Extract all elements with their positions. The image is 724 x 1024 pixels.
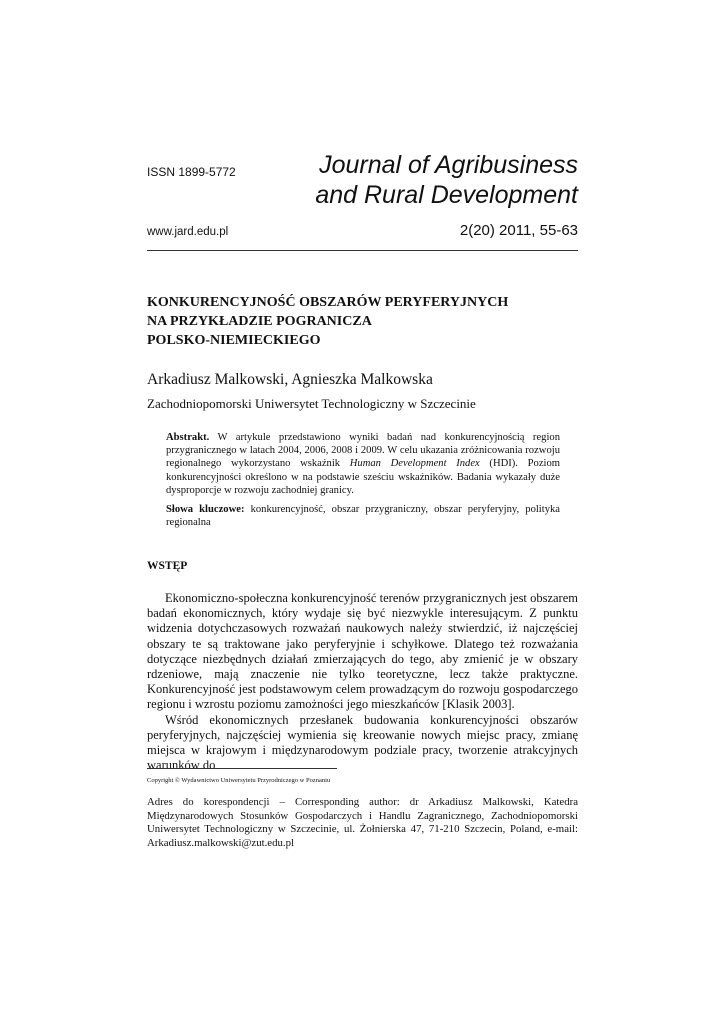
affiliation: Zachodniopomorski Uniwersytet Technologiczny w Szczecinie: [147, 396, 476, 411]
keywords: [166, 503, 560, 529]
abstract-text-1: W artykule przedstawiono wyniki badań nad konkurencyjnością region przygranicznego w latach 2004, 2006, 2008 i 2009. W celu ukazania zróżnicowania rozwoju regionalnego wykorzystano wskaźnik: [166, 432, 560, 470]
issue-pages: 2(20) 2011, 55-63: [459, 222, 578, 239]
footnote-divider: [147, 768, 337, 769]
keywords-label: Słowa kluczowe:: [166, 504, 245, 515]
abstract-italic-term: Human Development Index: [349, 458, 480, 470]
abstract-label: Abstrakt.: [166, 432, 210, 443]
article-title-line-1: KONKURENCYJNOŚĆ OBSZARÓW PERYFERYJNYCH: [147, 295, 509, 310]
copyright-note: Copyright © Wydawnictwo Uniwersytetu Przyrodniczego w Poznaniu: [147, 777, 331, 784]
body-text: [147, 591, 578, 773]
abstract-text-2: (HDI). Poziom konkurencyjności określono w na podstawie sześciu wskaźników. Badania wykazały duże dysproporcje w rozwoju zachodniej granicy.: [166, 458, 561, 496]
journal-title: [315, 150, 578, 210]
section-heading-intro: WSTĘP: [147, 560, 188, 572]
header-divider: [147, 250, 578, 251]
body-paragraph-1: Ekonomiczno-społeczna konkurencyjność terenów przygranicznych jest obszarem badań ekonomicznych, który wydaje się być niezwykle interesującym. Z punktu widzenia dotychczasowych rozważań naukowych należy stwierdzić, iż najczęściej obszary te są traktowane jako peryferyjnie i schyłkowe. Dlatego też rozważania dotyczące niezbędnych działań zmierzających do tego, aby zmienić je w obszary rdzeniowe, mają znaczenie nie tylko teoretyczne, lecz także praktyczne. Konkurencyjność jest podstawowym celem prowadzącym do rozwoju gospodarczego regionu i wzrostu poziomu zamożności jego mieszkańców [Klasik 2003].: [147, 591, 578, 712]
journal-title-line-2: and Rural Development: [315, 181, 578, 209]
keywords-text: konkurencyjność, obszar przygraniczny, obszar peryferyjny, polityka regionalna: [166, 504, 560, 529]
journal-title-line-1: Journal of Agribusiness: [319, 151, 578, 179]
abstract: [166, 431, 560, 497]
authors: Arkadiusz Malkowski, Agnieszka Malkowska: [147, 371, 433, 388]
issn: ISSN 1899-5772: [147, 165, 236, 179]
article-title: [147, 293, 587, 350]
body-paragraph-2: Wśród ekonomicznych przesłanek budowania konkurencyjności obszarów peryferyjnych, najczęściej wymienia się kreowanie nowych miejsc pracy, zmianę miejsca w krajowym i międzynarodowym podziale pracy, tworzenie atrakcyjnych warunków do: [147, 712, 578, 773]
article-title-line-3: POLSKO-NIEMIECKIEGO: [147, 333, 321, 348]
correspondence-address: Adres do korespondencji – Corresponding author: dr Arkadiusz Malkowski, Katedra Międzynarodowych Stosunków Gospodarczych i Handlu Zagranicznego, Zachodniopomorski Uniwersytet Technologiczny w Szczecinie, ul. Żołnierska 47, 71-210 Szczecin, Poland, e-mail: Arkadiusz.malkowski@zut.edu.pl: [147, 796, 578, 849]
journal-website[interactable]: www.jard.edu.pl: [147, 226, 229, 238]
article-title-line-2: NA PRZYKŁADZIE POGRANICZA: [147, 314, 372, 329]
